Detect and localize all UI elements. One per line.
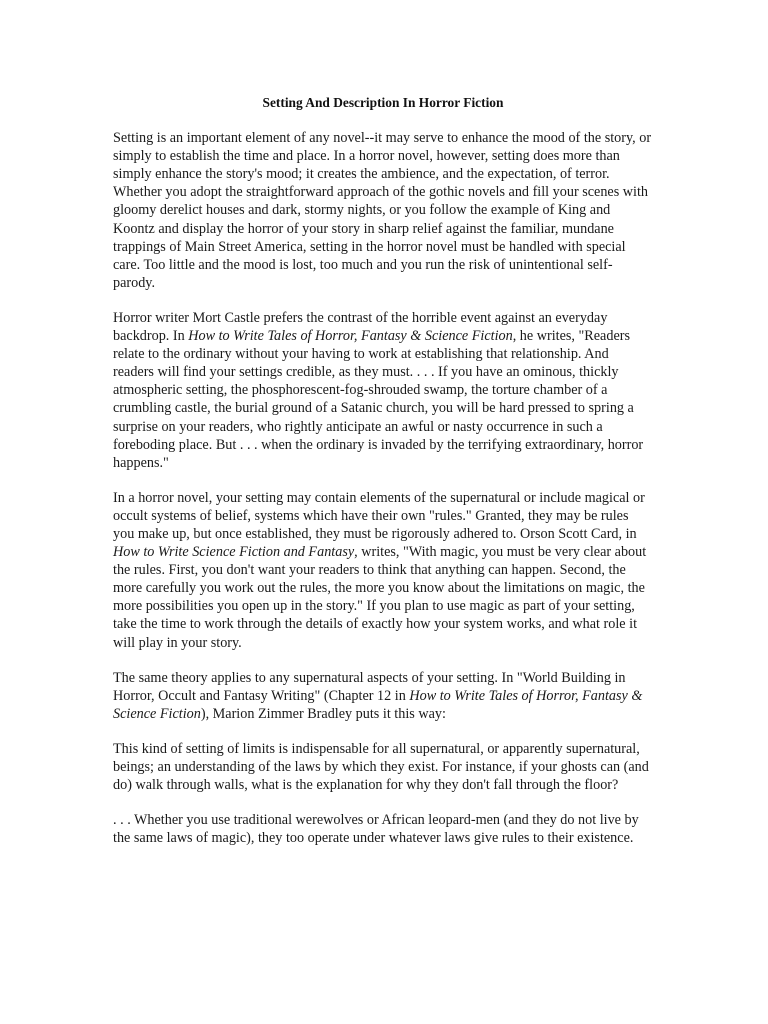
document-body [113,94,653,864]
paragraph-3-text-a: In a horror novel, your setting may contain elements of the supernatural or include magical or occult systems of belief, systems which have their own "rules." Granted, they may be rules you make up, but once established, they must be rigorously adhered to. Orson Scott Card, in [113,489,645,542]
paragraph-2-text-a: Horror writer Mort Castle prefers the contrast of the horrible event against an everyday backdrop. In [113,309,608,345]
paragraph-4-text-b: ), Marion Zimmer Bradley puts it this way: [200,705,446,722]
paragraph-3-text-b: , writes, "With magic, you must be very clear about the rules. First, you don't want your readers to think that anything can happen. Second, the more carefully you work out the rules, the more you know about the limitations on magic, the more possibilities you open up in the story." If you plan to use magic as part of your setting, take the time to work through the details of exactly how your system works, and what role it will play in your story. [113,544,647,651]
book-title-horror-fantasy-scifi: How to Write Tales of Horror, Fantasy & Science Fiction [188,328,513,345]
paragraph-2-text-b: , he writes, "Readers relate to the ordinary without your having to work at establishing that relationship. And readers will find your settings credible, as they must. . . . If you have an ominous, thickly atmospheric setting, the phosphorescent-fog-shrouded swamp, the torture chamber of a crumbling castle, the burial ground of a Satanic church, you will be hard pressed to spring a surprise on your readers, who rightly anticipate an awful or nasty occurrence in such a foreboding place. But . . . when the ordinary is invaded by the terrifying extraordinary, horror happens." [113,328,644,471]
paragraph-2 [113,309,653,472]
book-title-horror-fantasy-scifi-2: How to Write Tales of Horror, Fantasy & Science Fiction [113,687,643,722]
document-title: Setting And Description In Horror Fiction [262,95,504,110]
paragraph-6: . . . Whether you use traditional werewolves or African leopard-men (and they do not live by the same laws of magic), they too operate under whatever laws give rules to their existence. [113,812,639,847]
paragraph-4 [113,669,653,723]
book-title-scifi-fantasy: How to Write Science Fiction and Fantasy [113,544,355,561]
paragraph-5: This kind of setting of limits is indispensable for all supernatural, or apparently supernatural, beings; an understanding of the laws by which they exist. For instance, if your ghosts can (and do) walk through walls, what is the explanation for why they don't fall through the floor? [113,740,649,794]
paragraph-3 [113,489,653,652]
paragraph-1: Setting is an important element of any novel--it may serve to enhance the mood of the story, or simply to establish the time and place. In a horror novel, however, setting does more than simply enhance the story's mood; it creates the ambience, and the expectation, of terror. Whether you adopt the straightforward approach of the gothic novels and fill your scenes with gloomy derelict houses and dark, stormy nights, or you follow the example of King and Koontz and display the horror of your story in sharp relief against the familiar, mundane trappings of Main Street America, setting in the horror novel must be handled with special care. Too little and the mood is lost, too much and you run the risk of unintentional self-parody. [113,130,652,291]
paragraph-4-text-a: The same theory applies to any supernatural aspects of your setting. In "World Building in Horror, Occult and Fantasy Writing" (Chapter 12 in [113,669,626,704]
